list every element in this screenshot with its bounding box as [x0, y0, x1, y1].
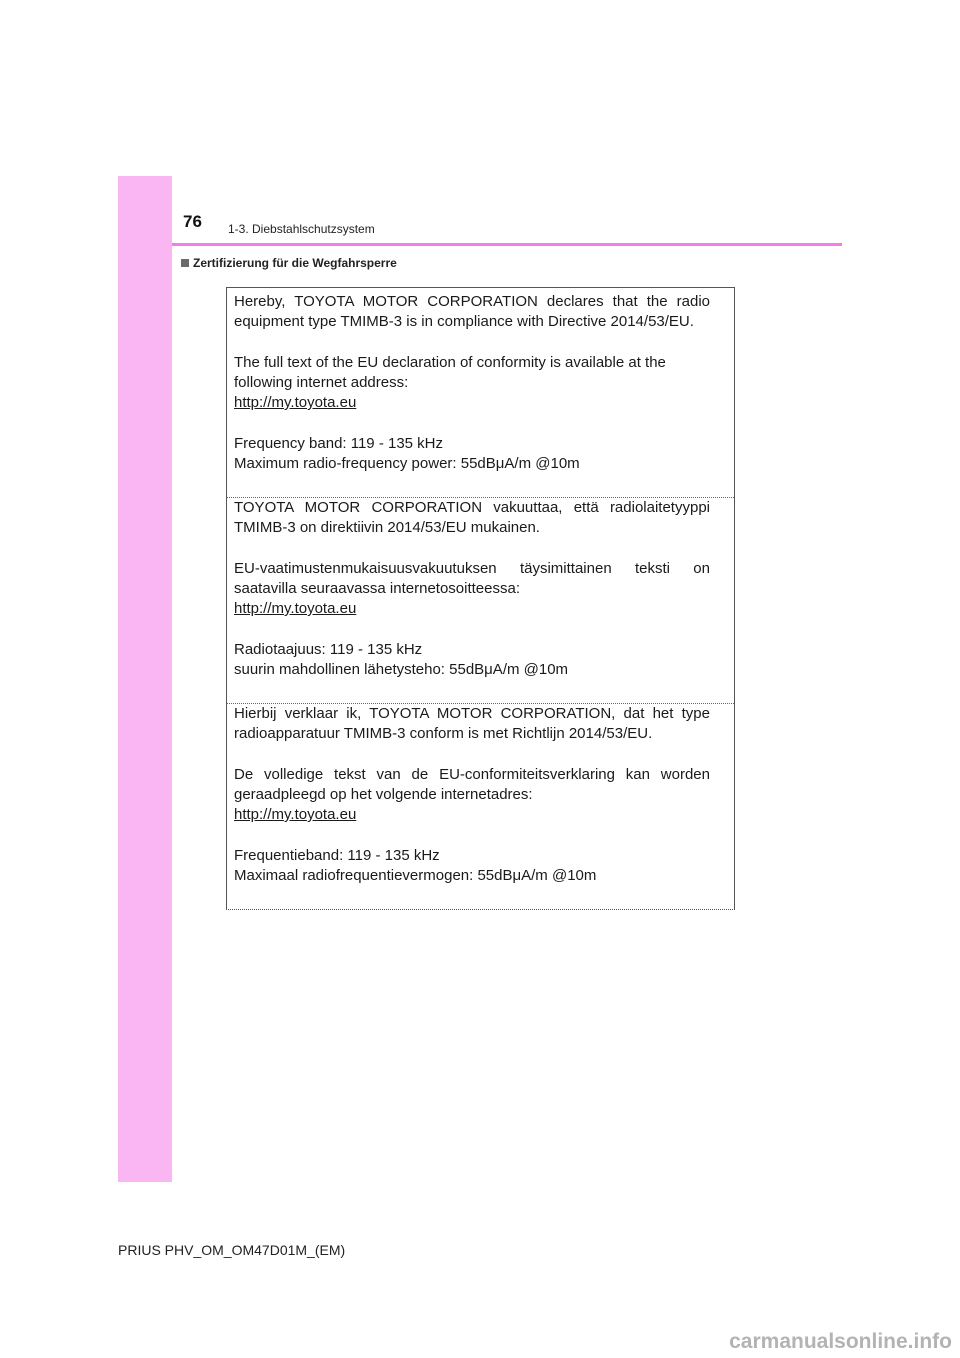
text-line: De volledige tekst van de EU-conformiteitsverklaring kan worden	[234, 766, 710, 783]
declaration-link[interactable]: http://my.toyota.eu	[234, 394, 357, 411]
text-line: Frequentieband: 119 - 135 kHz	[234, 847, 440, 864]
frequency-paragraph	[234, 846, 710, 886]
text-line: following internet address:	[234, 374, 409, 391]
section-title: 1-3. Diebstahlschutzsystem	[228, 222, 375, 236]
availability-paragraph	[234, 353, 710, 393]
chapter-tab-bar	[118, 176, 172, 1182]
declaration-box	[226, 287, 735, 910]
text-line: Maximum radio-frequency power: 55dBμA/m @10m	[234, 455, 580, 472]
text-line: equipment type TMIMB-3 is in compliance with Directive 2014/53/EU.	[234, 313, 694, 330]
text-line: TMIMB-3 on direktiivin 2014/53/EU mukainen.	[234, 519, 540, 536]
declaration-dutch	[227, 704, 734, 910]
frequency-paragraph	[234, 640, 710, 680]
text-line: geraadpleegd op het volgende internetadres:	[234, 786, 533, 803]
text-line: Maximaal radiofrequentievermogen: 55dBμA/m @10m	[234, 867, 597, 884]
declaration-paragraph	[234, 498, 710, 538]
text-line: Hereby, TOYOTA MOTOR CORPORATION declares that the radio	[234, 293, 710, 310]
page-number: 76	[183, 212, 202, 231]
declaration-link[interactable]: http://my.toyota.eu	[234, 600, 357, 617]
text-line: EU-vaatimustenmukaisuusvakuutuksen täysimittainen teksti on	[234, 560, 710, 577]
text-line: Hierbij verklaar ik, TOYOTA MOTOR CORPORATION, dat het type	[234, 705, 710, 722]
text-line: TOYOTA MOTOR CORPORATION vakuuttaa, että radiolaitetyyppi	[234, 499, 710, 516]
declaration-paragraph	[234, 704, 710, 744]
frequency-paragraph	[234, 434, 710, 474]
availability-paragraph	[234, 765, 710, 805]
text-line: radioapparatuur TMIMB-3 conform is met Richtlijn 2014/53/EU.	[234, 725, 653, 742]
header-rule	[172, 243, 842, 246]
availability-paragraph	[234, 559, 710, 599]
text-line: suurin mahdollinen lähetysteho: 55dBμA/m @10m	[234, 661, 569, 678]
declaration-english	[227, 292, 734, 498]
square-bullet-icon	[181, 259, 189, 267]
declaration-finnish	[227, 498, 734, 704]
text-line: The full text of the EU declaration of conformity is available at the	[234, 354, 666, 371]
text-line: Radiotaajuus: 119 - 135 kHz	[234, 641, 423, 658]
watermark: carmanualsonline.info	[729, 1330, 952, 1353]
declaration-paragraph	[234, 292, 710, 332]
text-line: saatavilla seuraavassa internetosoitteessa:	[234, 580, 520, 597]
footer-model-code: PRIUS PHV_OM_OM47D01M_(EM)	[118, 1242, 346, 1258]
heading-text: Zertifizierung für die Wegfahrsperre	[193, 256, 397, 270]
declaration-link[interactable]: http://my.toyota.eu	[234, 806, 357, 823]
section-heading	[181, 256, 397, 270]
text-line: Frequency band: 119 - 135 kHz	[234, 435, 444, 452]
